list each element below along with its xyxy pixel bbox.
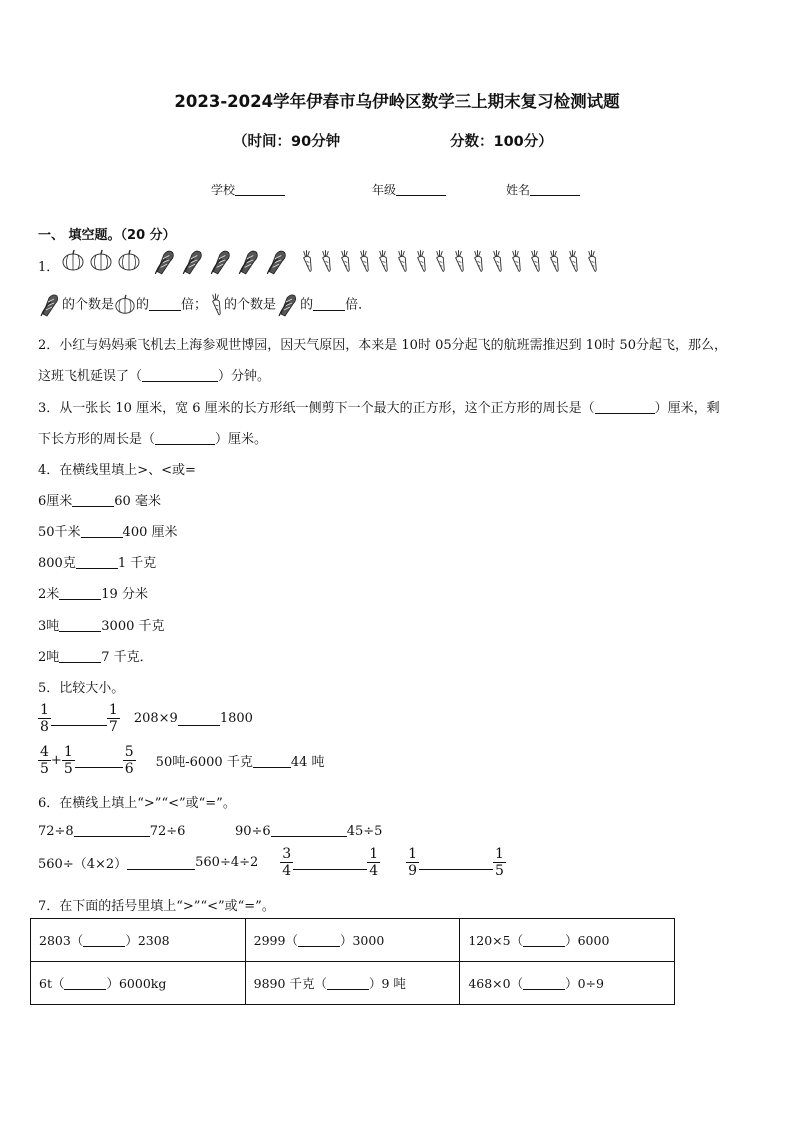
cell-right: ）2308 [125, 933, 170, 948]
q1-text: 的 [136, 297, 150, 313]
pumpkin-icon [114, 293, 136, 317]
fraction: $\frac{1}{4}$ [369, 846, 379, 879]
fraction: $\frac{1}{9}$ [408, 846, 418, 879]
q4-prompt: 4．在横线里填上>、<或= [38, 463, 196, 478]
name-field [506, 181, 580, 198]
q6-blank[interactable] [74, 823, 150, 837]
q1-number: 1． [38, 260, 60, 275]
q3-text: 下长方形的周长是（ [38, 432, 156, 447]
cell-left: 120×5（ [468, 933, 524, 948]
table-cell [245, 919, 460, 962]
q5-row1 [38, 702, 253, 735]
corn-icon [264, 248, 290, 276]
corn-icon [276, 292, 300, 318]
fraction: $\frac{1}{5}$ [495, 846, 504, 879]
grade-label: 年级 [372, 183, 397, 197]
q5-blank[interactable] [51, 712, 107, 726]
q5-prompt: 5．比较大小。 [38, 681, 125, 696]
q5-expr: 208×9 [133, 711, 178, 726]
comparison-table [30, 918, 675, 1005]
q7-blank[interactable] [64, 976, 106, 990]
q4-left: 800克 [38, 556, 76, 571]
grade-blank[interactable] [396, 182, 446, 196]
q4-blank[interactable] [59, 649, 101, 663]
q4-item [38, 490, 161, 509]
cell-right: ）6000kg [106, 976, 167, 991]
page-title: 2023-2024学年伊春市乌伊岭区数学三上期末复习检测试题 [174, 92, 620, 111]
q4-left: 3吨 [38, 619, 60, 634]
cell-left: 6t（ [39, 976, 65, 991]
grade-field [372, 181, 446, 198]
q6-expr: 90÷6 [235, 824, 271, 839]
q6-expr: 72÷6 [149, 824, 186, 839]
q6-row2 [38, 846, 506, 879]
name-blank[interactable] [530, 182, 580, 196]
carrot-icon [488, 248, 505, 275]
carrot-icon [393, 248, 410, 275]
cell-right: ）3000 [339, 933, 385, 948]
plus-sign: + [50, 753, 62, 768]
cell-right: ）9 吨 [368, 976, 406, 991]
q4-right: 400 厘米 [122, 525, 178, 540]
q6-expr: 45÷5 [346, 824, 383, 839]
cell-right: ）0÷9 [565, 976, 604, 991]
table-cell [460, 919, 675, 962]
carrot-icon [317, 248, 334, 275]
fraction: $\frac{1}{5}$ [63, 744, 73, 777]
cell-left: 9890 千克（ [253, 976, 327, 991]
cell-left: 468×0（ [468, 976, 524, 991]
q6-row1b [235, 823, 382, 839]
q3-line1 [38, 397, 720, 416]
q4-left: 2米 [38, 587, 60, 602]
q1-text: 倍． [345, 297, 372, 313]
carrot-icon [412, 248, 429, 275]
q3-blank-2[interactable] [155, 431, 215, 445]
q3-line2 [38, 428, 267, 447]
table-row [31, 962, 675, 1005]
carrot-icon [507, 248, 524, 275]
fraction: $\frac{3}{4}$ [282, 846, 292, 879]
q4-item [38, 583, 148, 602]
q4-left: 2吨 [38, 650, 60, 665]
q4-blank[interactable] [59, 618, 101, 632]
q6-row1 [38, 823, 185, 839]
table-cell [31, 919, 246, 962]
q3-text: 3．从一张长 10 厘米，宽 6 厘米的长方形纸一侧剪下一个最大的正方形，这个正方形的周长是（ [38, 401, 595, 416]
q1-subquestion [38, 292, 371, 318]
carrot-icon [298, 248, 315, 275]
q3-blank-1[interactable] [595, 400, 655, 414]
fraction: $\frac{1}{8}$ [40, 702, 49, 735]
score-label: 分数：100分） [450, 134, 553, 150]
q4-right: 3000 千克 [101, 619, 165, 634]
q1-text: 的个数是 [62, 297, 115, 313]
cell-right: ）6000 [565, 933, 610, 948]
q1-text: 倍； [181, 297, 208, 313]
q6-expr: 560÷4÷2 [195, 855, 259, 870]
q1-text: 的个数是 [224, 297, 277, 313]
q1-icons [60, 248, 600, 276]
school-label: 学校 [211, 183, 236, 197]
table-cell [460, 962, 675, 1005]
q2-line2 [38, 365, 270, 384]
pumpkin-icon [116, 248, 142, 274]
q1-blank-1[interactable] [149, 297, 181, 311]
q4-item [38, 552, 156, 571]
q1-text: 的 [300, 297, 314, 313]
q4-right: 1 千克 [117, 556, 157, 571]
carrot-icon [355, 248, 372, 275]
carrot-icon [450, 248, 467, 275]
q4-left: 6厘米 [38, 494, 73, 509]
q7-blank[interactable] [523, 976, 565, 990]
time-label: （时间：90分钟 [233, 134, 341, 150]
q2-blank[interactable] [142, 368, 218, 382]
fraction: $\frac{4}{5}$ [40, 744, 49, 777]
table-cell [31, 962, 246, 1005]
corn-icon [152, 248, 178, 276]
q6-blank[interactable] [293, 856, 367, 870]
q5-blank[interactable] [75, 754, 123, 768]
fraction: $\frac{1}{7}$ [108, 702, 118, 735]
q6-blank[interactable] [271, 823, 347, 837]
school-blank[interactable] [235, 182, 285, 196]
q5-blank[interactable] [178, 712, 220, 726]
fraction: $\frac{5}{6}$ [124, 744, 134, 777]
q2-text: 这班飞机延误了（ [38, 369, 143, 384]
q4-blank[interactable] [81, 524, 123, 538]
q7-blank[interactable] [327, 976, 369, 990]
q4-item [38, 521, 178, 540]
q2-text: ）分钟。 [218, 369, 271, 384]
carrot-icon [374, 248, 391, 275]
carrot-icon [564, 248, 581, 275]
q4-item [38, 615, 165, 634]
q5-expr: 44 吨 [290, 755, 325, 770]
carrot-icon [431, 248, 448, 275]
q7-prompt: 7．在下面的括号里填上“>”“<”或“=”。 [38, 899, 275, 914]
name-label: 姓名 [506, 183, 531, 197]
carrot-icon [469, 248, 486, 275]
q6-prompt: 6．在横线上填上“>”“<”或“=”。 [38, 796, 236, 811]
carrot-icon [583, 248, 600, 275]
q3-text: ）厘米，剩 [654, 401, 720, 416]
q5-row2 [38, 744, 325, 777]
q4-blank[interactable] [72, 493, 114, 507]
carrot-icon [207, 292, 224, 318]
q4-blank[interactable] [59, 586, 101, 600]
q4-right: 7 千克． [101, 650, 153, 665]
q4-item [38, 646, 153, 665]
carrot-icon [545, 248, 562, 275]
q5-expr: 50吨-6000 千克 [155, 755, 253, 770]
corn-icon [208, 248, 234, 276]
q6-expr: 72÷8 [38, 824, 74, 839]
q6-blank[interactable] [419, 856, 493, 870]
corn-icon [180, 248, 206, 276]
q7-blank[interactable] [83, 933, 125, 947]
q2-line1: 2．小红与妈妈乘飞机去上海参观世博园，因天气原因，本来是 10时 05分起飞的航班需推迟到 10时 50分起飞，那么， [38, 338, 727, 353]
q4-right: 60 毫米 [114, 494, 161, 509]
q3-text: ）厘米。 [215, 432, 268, 447]
corn-icon [236, 248, 262, 276]
section-heading: 一、 填空题。（20 分） [38, 228, 176, 243]
q5-expr: 1800 [219, 711, 253, 726]
q6-blank[interactable] [127, 856, 195, 870]
q4-blank[interactable] [76, 555, 118, 569]
q6-expr: 560÷（4×2） [38, 857, 128, 872]
corn-icon [38, 292, 62, 318]
carrot-icon [526, 248, 543, 275]
q1-blank-2[interactable] [313, 297, 345, 311]
cell-left: 2803（ [39, 933, 84, 948]
table-row [31, 919, 675, 962]
pumpkin-icon [60, 248, 86, 274]
q5-blank[interactable] [253, 754, 291, 768]
q7-blank[interactable] [523, 933, 565, 947]
q4-left: 50千米 [38, 525, 81, 540]
school-field [211, 181, 285, 198]
carrot-icon [336, 248, 353, 275]
q7-blank[interactable] [298, 933, 340, 947]
q4-right: 19 分米 [101, 587, 148, 602]
pumpkin-icon [88, 248, 114, 274]
table-cell [245, 962, 460, 1005]
cell-left: 2999（ [253, 933, 298, 948]
